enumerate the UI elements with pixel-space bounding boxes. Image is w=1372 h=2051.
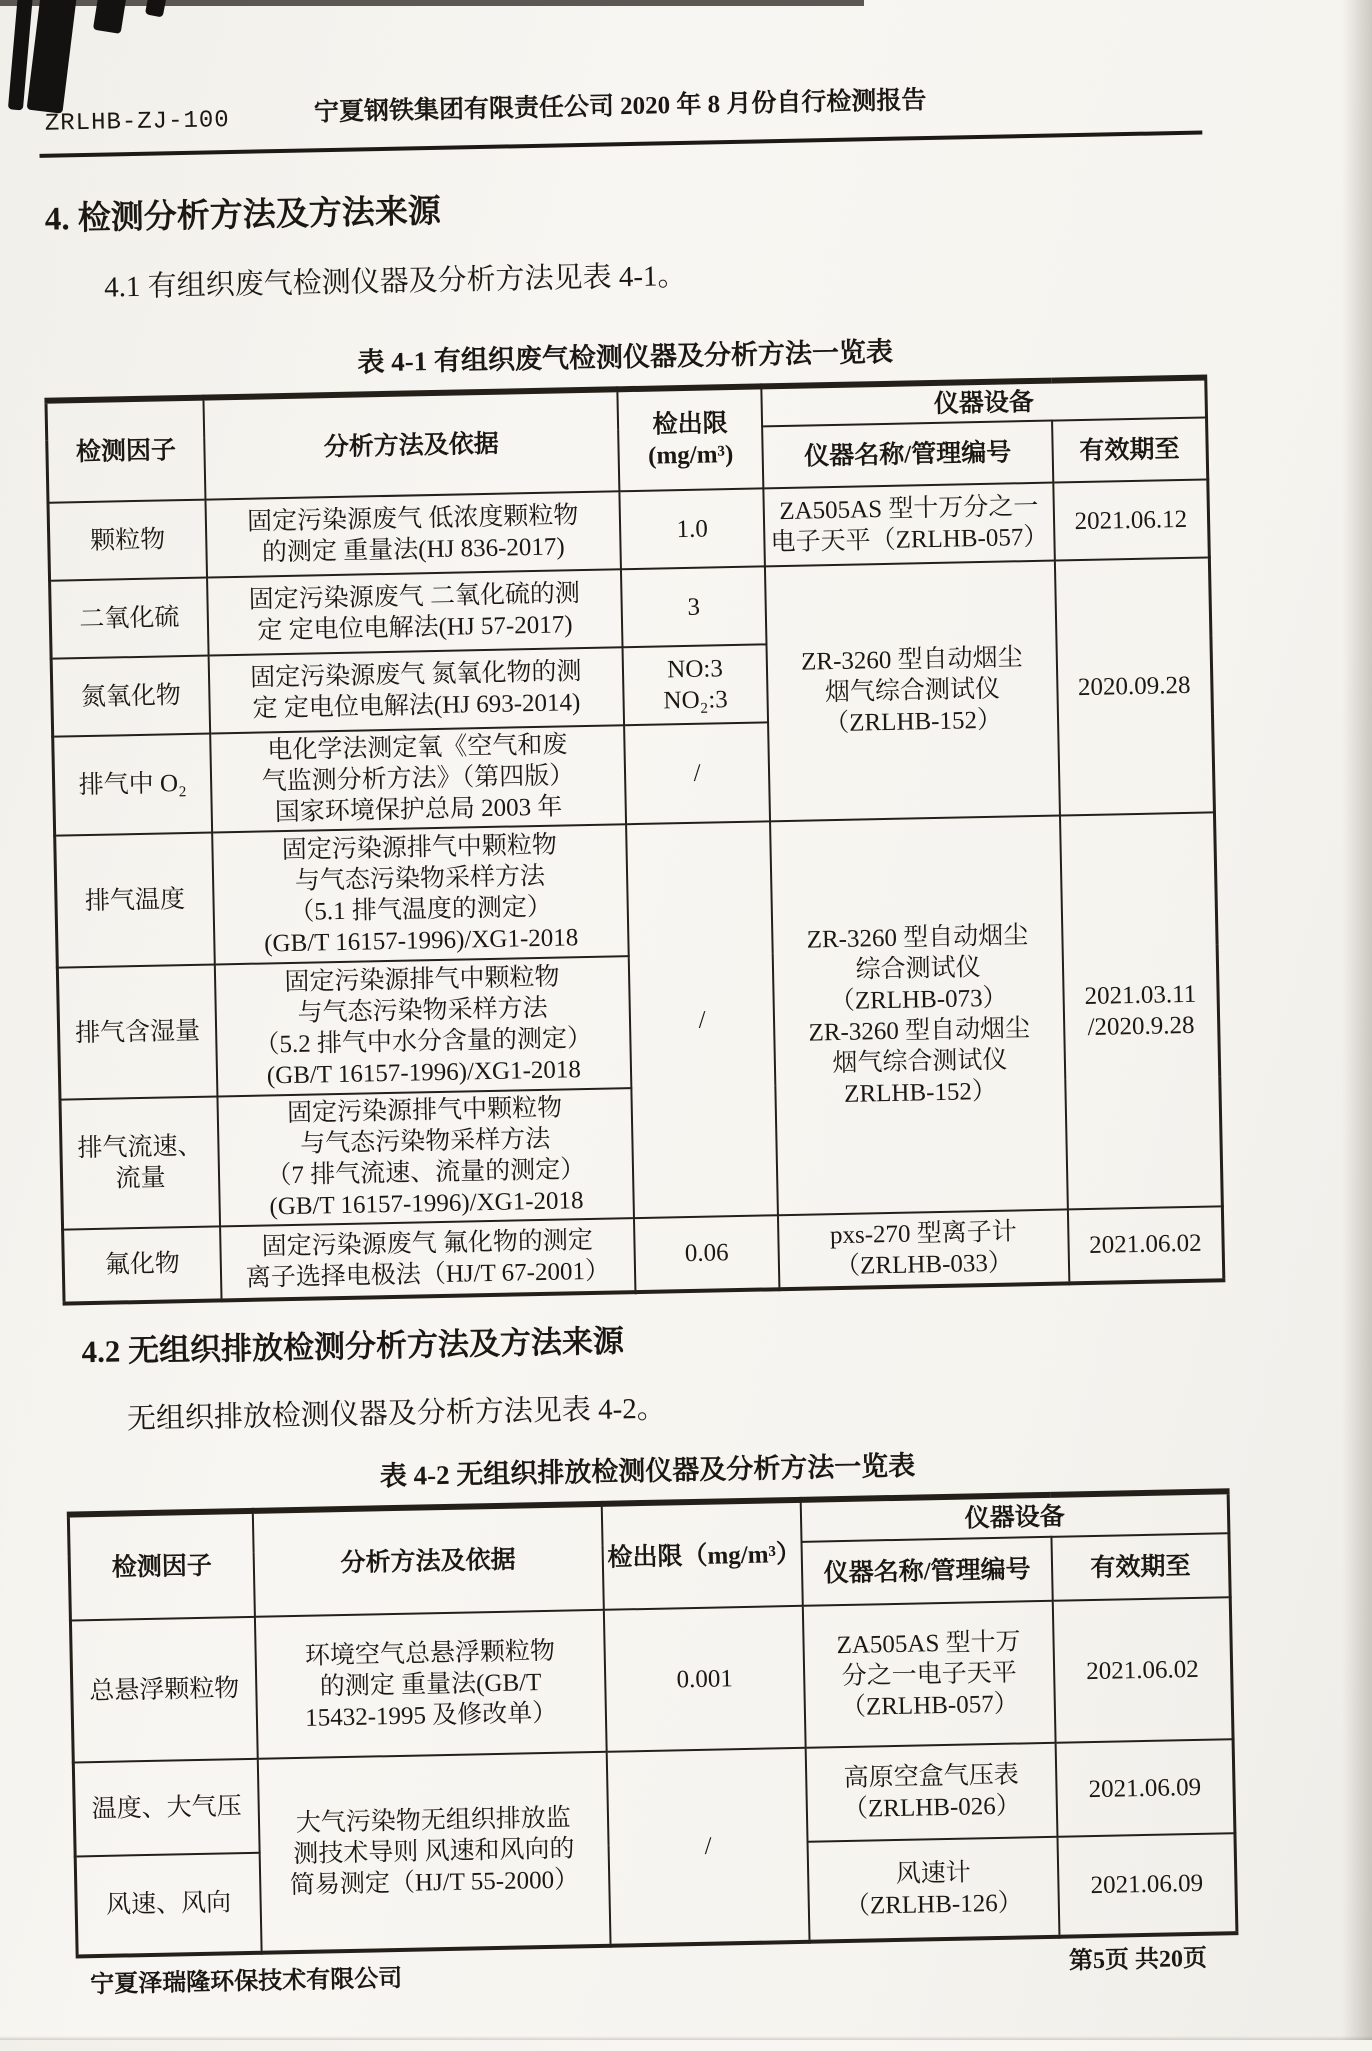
t1-header-equipment-group: 仪器设备: [762, 378, 1207, 427]
t2-header-dl: 检出限（mg/m³）: [601, 1500, 803, 1610]
t2-r0-instrument: ZA505AS 型十万 分之一电子天平 （ZRLHB-057）: [803, 1601, 1055, 1748]
t2-r2-factor: 风速、风向: [75, 1853, 261, 1957]
t1-r0-instrument: ZA505AS 型十万分之一 电子天平（ZRLHB-057）: [764, 483, 1055, 567]
header-rule: [39, 131, 1202, 158]
t2-r1-instrument: 高原空盒气压表 （ZRLHB-026）: [806, 1743, 1057, 1842]
t1-r1-dl: 3: [621, 567, 767, 648]
section-4-1-text: 4.1 有组织废气检测仪器及分析方法见表 4-1。: [103, 260, 687, 304]
t1-r1-method: 固定污染源废气 二氧化硫的测 定 定电位电解法(HJ 57-2017): [207, 570, 622, 656]
t1-r3-method: 电化学法测定氧《空气和废 气监测分析方法》（第四版） 国家环境保护总局 2003 年: [210, 726, 626, 833]
table-row: [70, 1598, 1233, 1763]
doc-code: ZRLHB-ZJ-100: [44, 107, 230, 138]
t1-header-valid: 有效期至: [1052, 418, 1208, 483]
t1-header-instrument: 仪器名称/管理编号: [763, 421, 1053, 489]
t2-header-instrument: 仪器名称/管理编号: [802, 1537, 1053, 1606]
table-4-2: [67, 1489, 1239, 1959]
t1-r0-factor: 颗粒物: [48, 500, 207, 581]
table-4-2-title: 表 4-2 无组织排放检测仪器及分析方法一览表: [379, 1450, 916, 1492]
table-row: [55, 813, 1217, 968]
t2-r2-valid: 2021.06.09: [1057, 1834, 1237, 1938]
t1-r7-factor: 氟化物: [63, 1227, 222, 1304]
footer-page-number: 第5页 共20页: [1068, 1945, 1208, 1975]
t1-r7-method: 固定污染源废气 氟化物的测定 离子选择电极法（HJ/T 67-2001）: [220, 1218, 635, 1300]
t2-r0-dl: 0.001: [603, 1606, 805, 1752]
t1-r6-method: 固定污染源排气中颗粒物 与气态污染物采样方法 （7 排气流速、流量的测定） (GB/T 16157-1996)/XG1-2018: [217, 1088, 633, 1226]
page-header: [37, 0, 1202, 138]
section-4-2-text: 无组织排放检测仪器及分析方法见表 4-2。: [126, 1392, 667, 1436]
t1-r7-instrument: pxs-270 型离子计 （ZRLHB-033）: [778, 1210, 1069, 1290]
t2-header-valid: 有效期至: [1051, 1534, 1230, 1602]
t1-r7-dl: 0.06: [634, 1216, 780, 1293]
t1-r5-method: 固定污染源排气中颗粒物 与气态污染物采样方法 （5.2 排气中水分含量的测定） (GB/T 16157-1996)/XG1-2018: [215, 956, 631, 1096]
t2-r1-dl: /: [606, 1748, 810, 1946]
table-4-1-title: 表 4-1 有组织废气检测仪器及分析方法一览表: [357, 337, 894, 378]
t1-r4-valid: 2021.03.11 /2020.9.28: [1060, 813, 1223, 1210]
footer-company: 宁夏泽瑞隆环保技术有限公司: [90, 1965, 403, 1999]
t2-r2-instrument: 风速计 （ZRLHB-126）: [808, 1837, 1059, 1942]
t2-r1-factor: 温度、大气压: [73, 1759, 259, 1857]
scan-right-edge: [1342, 0, 1372, 2040]
section-4-2-heading: 4.2 无组织排放检测分析方法及方法来源: [81, 1323, 625, 1370]
report-title: 宁夏钢铁集团有限责任公司 2020 年 8 月份自行检测报告: [313, 87, 927, 127]
t1-r4-dl: /: [626, 822, 779, 1219]
t1-r6-factor: 排气流速、 流量: [60, 1097, 220, 1230]
t1-r3-factor: 排气中 O₂: [53, 734, 212, 836]
t2-header-equipment-group: 仪器设备: [801, 1492, 1229, 1543]
t1-r1-instrument: ZR-3260 型自动烟尘 烟气综合测试仪 （ZRLHB-152）: [765, 561, 1059, 822]
t1-header-factor: 检测因子: [46, 398, 206, 503]
t1-r2-dl: NO:3 NO₂:3: [622, 645, 768, 726]
t1-r5-factor: 排气含湿量: [57, 965, 217, 1100]
t2-header-factor: 检测因子: [68, 1511, 254, 1621]
section-4-heading: 4. 检测分析方法及方法来源: [44, 193, 442, 238]
table-4-1: [44, 375, 1225, 1306]
t1-r0-method: 固定污染源废气 低浓度颗粒物 的测定 重量法(HJ 836-2017): [206, 492, 621, 578]
t2-r0-method: 环境空气总悬浮颗粒物 的测定 重量法(GB/T 15432-1995 及修改单）: [255, 1610, 607, 1759]
t2-r0-factor: 总悬浮颗粒物: [70, 1617, 257, 1763]
t1-r3-dl: /: [624, 723, 771, 825]
t1-header-method: 分析方法及依据: [203, 390, 619, 500]
t1-r4-instrument: ZR-3260 型自动烟尘 综合测试仪 （ZRLHB-073） ZR-3260 型自动烟尘 烟气综合测试仪 ZRLHB-152）: [770, 816, 1067, 1216]
t1-r4-factor: 排气温度: [55, 833, 215, 968]
t1-r2-factor: 氮氧化物: [51, 656, 210, 737]
t1-r0-valid: 2021.06.12: [1053, 480, 1209, 561]
t1-r7-valid: 2021.06.02: [1068, 1207, 1224, 1284]
t2-r1-valid: 2021.06.09: [1055, 1740, 1235, 1838]
t1-r4-method: 固定污染源排气中颗粒物 与气态污染物采样方法 （5.1 排气温度的测定） (GB/T 16157-1996)/XG1-2018: [212, 825, 628, 965]
t1-r1-valid: 2020.09.28: [1054, 558, 1214, 816]
t2-r1-method: 大气污染物无组织排放监 测技术导则 风速和风向的 简易测定（HJ/T 55-2000）: [258, 1752, 611, 1953]
page-content: [37, 0, 1241, 2051]
t1-r2-method: 固定污染源废气 氮氧化物的测 定 定电位电解法(HJ 693-2014): [209, 648, 624, 734]
t1-r0-dl: 1.0: [619, 489, 765, 570]
t2-header-method: 分析方法及依据: [253, 1504, 604, 1617]
t1-header-dl: 检出限 (mg/m³): [617, 387, 764, 492]
t1-r1-factor: 二氧化硫: [50, 578, 209, 659]
t2-r0-valid: 2021.06.02: [1052, 1598, 1233, 1744]
